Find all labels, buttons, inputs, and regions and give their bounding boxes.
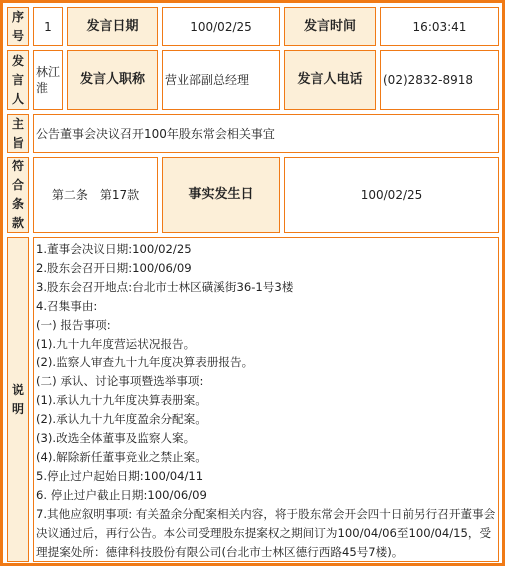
clause-label-char: 合 — [11, 178, 24, 192]
speaker-label-char: 人 — [11, 91, 24, 106]
speaker-label-char: 发 — [11, 53, 24, 68]
description-line: (4).解除新任董事竞业之禁止案。 — [36, 449, 207, 464]
description-line: 3.股东会召开地点:台北市士林区磺溪街36-1号3楼 — [36, 279, 294, 294]
description-line: (一) 报告事项: — [36, 317, 111, 332]
speaker-label — [7, 50, 29, 110]
description-line: 4.召集事由: — [36, 298, 98, 313]
description-line: 2.股东会召开日期:100/06/09 — [36, 260, 192, 275]
description-line: (2).承认九十九年度盈余分配案。 — [36, 412, 207, 427]
speaker-name: 林江淮 — [33, 50, 63, 110]
description-line: (3).改选全体董事及监察人案。 — [36, 431, 196, 446]
clause-label-char: 符 — [11, 159, 24, 173]
date-value: 100/02/25 — [162, 7, 280, 46]
description-line: 6. 停止过户截止日期:100/06/09 — [36, 487, 207, 502]
description-line: (2).监察人审查九十九年度决算表册报告。 — [36, 355, 254, 370]
speaker-label-char: 言 — [11, 72, 24, 87]
description-label-char: 明 — [11, 401, 24, 416]
description-body — [33, 237, 499, 562]
seq-label-char: 号 — [11, 28, 24, 43]
fact-date-value: 100/02/25 — [284, 157, 499, 233]
seq-label — [7, 7, 29, 46]
date-label: 发言日期 — [67, 7, 158, 46]
time-value: 16:03:41 — [380, 7, 499, 46]
description-line: (1).九十九年度营运状况报告。 — [36, 336, 196, 351]
seq-label-char: 序 — [11, 9, 24, 24]
fact-date-label: 事实发生日 — [162, 157, 280, 233]
clause-value: 第二条 第17款 — [33, 157, 158, 233]
description-label — [7, 237, 29, 562]
clause-label — [7, 157, 29, 233]
time-label: 发言时间 — [284, 7, 376, 46]
phone-label: 发言人电话 — [284, 50, 376, 110]
title-label: 发言人职称 — [67, 50, 158, 110]
description-line: 5.停止过户起始日期:100/04/11 — [36, 468, 204, 483]
title-value: 营业部副总经理 — [162, 50, 280, 110]
description-label-char: 说 — [11, 382, 24, 397]
subject-label-char: 旨 — [11, 135, 24, 150]
clause-label-char: 条 — [11, 197, 24, 211]
description-line: (二) 承认、讨论事项暨选举事项: — [36, 374, 204, 389]
subject-label — [7, 114, 29, 153]
phone-value: (02)2832-8918 — [380, 50, 499, 110]
description-line: 7.其他应叙明事项: 有关盈余分配案相关内容，将于股东常会开会四十日前另行召开董事会决议通过后，再行公告。本公司受理股东提案权之期间订为100/04/06至100/04/15，受理提案处所：德律科技股份有限公司(台北市士林区德行西路45号7楼)。 — [36, 506, 496, 559]
subject-label-char: 主 — [11, 116, 24, 131]
clause-label-char: 款 — [11, 216, 24, 230]
subject-value: 公告董事会决议召开100年股东常会相关事宜 — [33, 114, 499, 153]
seq-value: 1 — [33, 7, 63, 46]
description-line: (1).承认九十九年度决算表册案。 — [36, 393, 207, 408]
description-line: 1.董事会决议日期:100/02/25 — [36, 242, 192, 256]
